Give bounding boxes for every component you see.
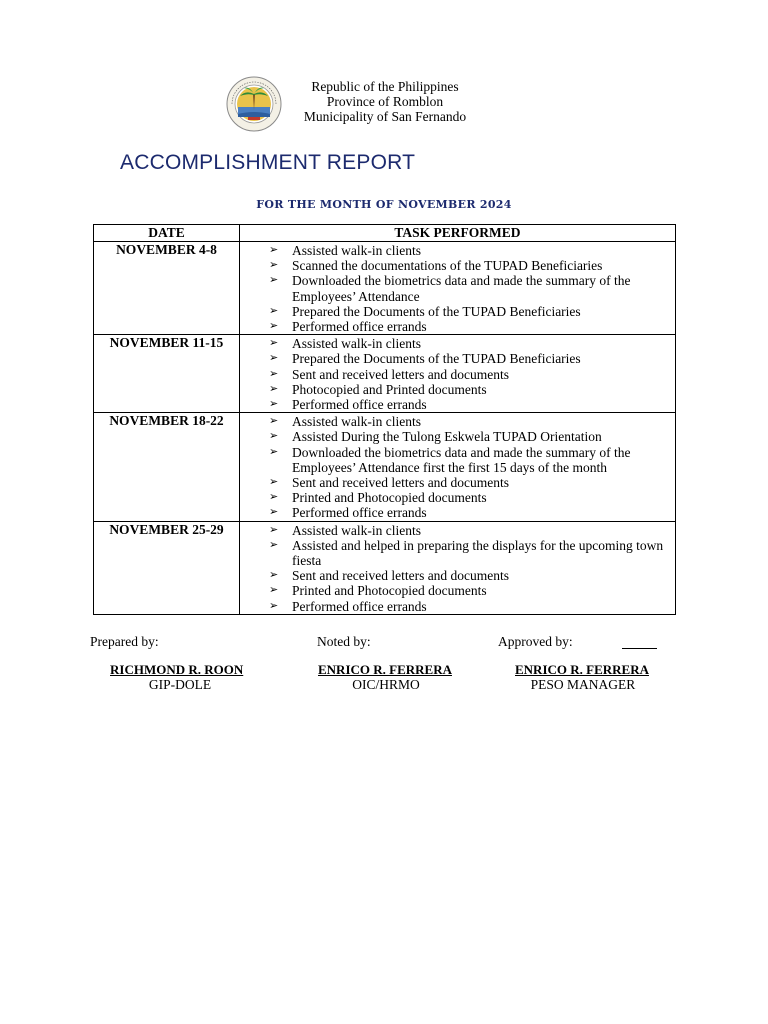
task-item [240, 367, 671, 382]
task-item [240, 351, 671, 366]
task-text: Performed office errands [292, 319, 427, 335]
task-list [240, 522, 675, 614]
arrow-bullet-icon: ➢ [269, 538, 279, 551]
task-text: Sent and received letters and documents [292, 568, 510, 584]
prepared-by-label: Prepared by: [90, 634, 159, 649]
task-text: Assisted walk-in clients [292, 522, 421, 538]
task-item [240, 475, 671, 490]
task-text: Assisted and helped in preparing the displays for the upcoming town fiesta [292, 537, 664, 569]
arrow-bullet-icon: ➢ [269, 304, 279, 317]
approved-by-blank-line [622, 648, 657, 649]
noted-by-label: Noted by: [317, 634, 371, 649]
approved-by-name: ENRICO R. FERRERA [515, 662, 649, 677]
task-list [240, 242, 675, 334]
arrow-bullet-icon: ➢ [269, 523, 279, 536]
arrow-bullet-icon: ➢ [269, 415, 279, 428]
task-text: Performed office errands [292, 397, 427, 413]
task-item [240, 319, 671, 334]
task-item [240, 538, 671, 568]
prepared-by-name: RICHMOND R. ROON [110, 662, 244, 677]
task-cell [240, 521, 676, 614]
arrow-bullet-icon: ➢ [269, 398, 279, 411]
arrow-bullet-icon: ➢ [269, 569, 279, 582]
date-cell: NOVEMBER 25-29 [94, 521, 240, 614]
task-cell [240, 413, 676, 521]
table-row [94, 413, 676, 521]
header-line-province: Province of Romblon [326, 94, 444, 109]
task-item [240, 258, 671, 273]
task-text: Prepared the Documents of the TUPAD Beneficiaries [292, 351, 581, 367]
arrow-bullet-icon: ➢ [269, 445, 279, 458]
task-text: Assisted During the Tulong Eskwela TUPAD Orientation [292, 429, 602, 445]
approved-by-label: Approved by: [498, 634, 573, 649]
task-item [240, 490, 671, 505]
header-text [290, 79, 480, 124]
task-item [240, 445, 671, 475]
header-line-country: Republic of the Philippines [311, 79, 459, 94]
arrow-bullet-icon: ➢ [269, 506, 279, 519]
date-cell: NOVEMBER 18-22 [94, 413, 240, 521]
task-text: Scanned the documentations of the TUPAD Beneficiaries [292, 258, 603, 274]
task-list [240, 335, 675, 412]
arrow-bullet-icon: ➢ [269, 382, 279, 395]
task-item [240, 414, 671, 429]
arrow-bullet-icon: ➢ [269, 259, 279, 272]
task-text: Performed office errands [292, 505, 427, 521]
arrow-bullet-icon: ➢ [269, 244, 279, 256]
signature-section [0, 634, 768, 714]
task-item [240, 304, 671, 319]
arrow-bullet-icon: ➢ [269, 584, 279, 597]
task-item [240, 273, 671, 303]
task-item [240, 505, 671, 520]
task-text: Assisted walk-in clients [292, 243, 421, 258]
task-item [240, 397, 671, 412]
arrow-bullet-icon: ➢ [269, 476, 279, 489]
arrow-bullet-icon: ➢ [269, 274, 279, 287]
arrow-bullet-icon: ➢ [269, 367, 279, 380]
task-text: Printed and Photocopied documents [292, 583, 487, 599]
task-text: Sent and received letters and documents [292, 475, 510, 491]
noted-by-name: ENRICO R. FERRERA [318, 662, 452, 677]
table-row [94, 335, 676, 413]
approved-by-position: PESO MANAGER [530, 677, 636, 692]
accomplishment-table [93, 224, 676, 615]
header-line-municipality: Municipality of San Fernando [303, 109, 467, 124]
arrow-bullet-icon: ➢ [269, 337, 279, 350]
document-header [0, 76, 768, 134]
task-list [240, 413, 675, 520]
task-text: Sent and received letters and documents [292, 366, 510, 382]
task-column-header: TASK PERFORMED [240, 225, 676, 242]
task-text: Downloaded the biometrics data and made the summary of the Employees’ Attendance first the first 15 days of the month [292, 444, 631, 475]
arrow-bullet-icon: ➢ [269, 430, 279, 443]
arrow-bullet-icon: ➢ [269, 599, 279, 612]
task-item [240, 599, 671, 614]
table-header-row [94, 225, 676, 242]
arrow-bullet-icon: ➢ [269, 352, 279, 365]
table-row [94, 242, 676, 335]
report-title: ACCOMPLISHMENT REPORT [120, 151, 416, 174]
municipal-seal-logo [226, 76, 282, 132]
arrow-bullet-icon: ➢ [269, 491, 279, 504]
date-cell: NOVEMBER 11-15 [94, 335, 240, 413]
task-text: Assisted walk-in clients [292, 414, 421, 430]
arrow-bullet-icon: ➢ [269, 320, 279, 333]
task-item [240, 568, 671, 583]
task-item [240, 243, 671, 258]
task-text: Photocopied and Printed documents [292, 381, 487, 397]
task-text: Assisted walk-in clients [292, 336, 421, 352]
date-cell: NOVEMBER 4-8 [94, 242, 240, 335]
task-cell [240, 242, 676, 335]
task-item [240, 523, 671, 538]
table-body [94, 242, 676, 615]
prepared-by-position: GIP-DOLE [148, 677, 212, 692]
noted-by-position: OIC/HRMO [352, 677, 420, 692]
task-text: Prepared the Documents of the TUPAD Beneficiaries [292, 303, 581, 319]
task-item [240, 382, 671, 397]
task-text: Downloaded the biometrics data and made the summary of the Employees’ Attendance [292, 273, 631, 304]
task-text: Performed office errands [292, 598, 427, 614]
task-text: Printed and Photocopied documents [292, 490, 487, 506]
table-row [94, 521, 676, 614]
task-item [240, 429, 671, 444]
date-column-header: DATE [94, 225, 240, 242]
task-item [240, 583, 671, 598]
task-item [240, 336, 671, 351]
task-cell [240, 335, 676, 413]
report-subtitle: FOR THE MONTH OF NOVEMBER 2024 [256, 198, 512, 211]
